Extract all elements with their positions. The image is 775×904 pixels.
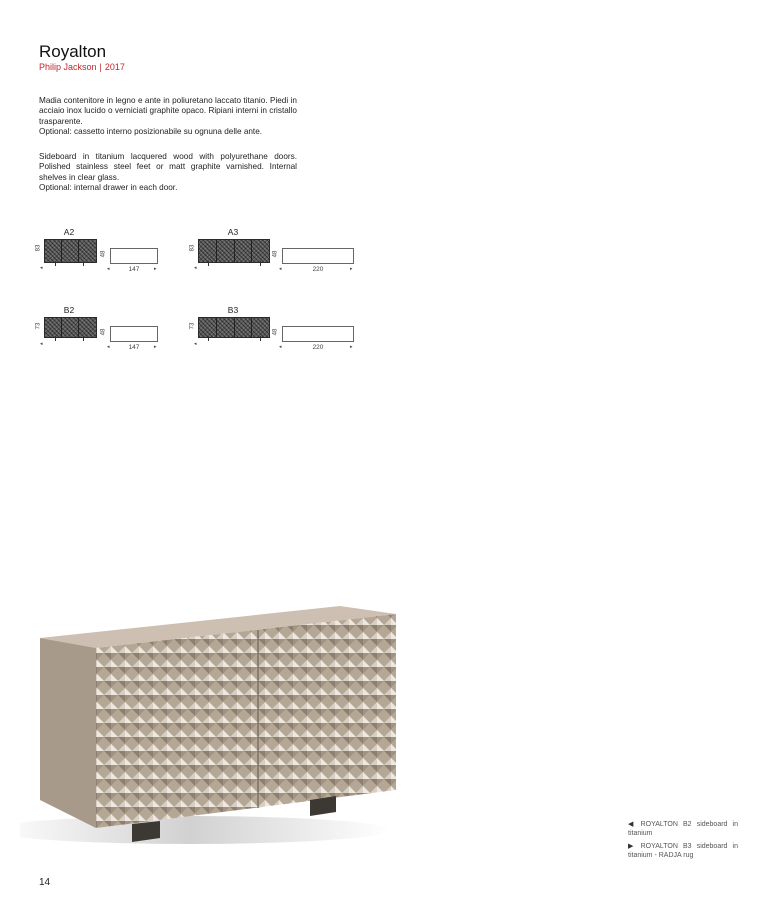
variant-b3: B3 73 48 220 ◂ ◂ ▸	[189, 305, 353, 351]
optional-english-text: Optional: internal drawer in each door.	[39, 183, 178, 193]
top-view-drawing	[110, 326, 158, 342]
designer-name: Philip Jackson	[39, 62, 97, 72]
leg	[208, 261, 209, 266]
height-value: 83	[35, 244, 42, 252]
leg	[260, 336, 261, 341]
subtitle-separator: |	[99, 62, 102, 72]
width-dimension: 147	[128, 266, 140, 273]
top-view-drawing	[110, 248, 158, 264]
depth-value: 48	[272, 328, 279, 336]
leg	[83, 261, 84, 266]
variant-code: A2	[63, 227, 75, 237]
front-view-drawing	[198, 317, 270, 338]
description-english-text: Sideboard in titanium lacquered wood with polyurethane doors. Polished stainless steel feet or matt graphite varnished. Internal shelves in clear glass.	[39, 152, 297, 182]
sideboard-photo	[20, 590, 420, 850]
caption-text: ROYALTON B3 sideboard in titanium - RADJA rug	[628, 843, 738, 859]
depth-value: 48	[100, 328, 107, 336]
variant-a3: A3 83 48 220 ◂ ◂ ▸	[189, 227, 353, 273]
caption-2	[628, 842, 738, 860]
front-view-drawing	[44, 239, 97, 263]
width-dimension: 220	[312, 266, 324, 273]
leg	[55, 261, 56, 266]
optional-italian-text: Optional: cassetto interno posizionabile su ognuna delle ante.	[39, 127, 263, 137]
caption-1	[628, 820, 738, 838]
depth-value: 48	[272, 250, 279, 258]
caption-text: ROYALTON B2 sideboard in titanium	[628, 821, 738, 837]
top-view-drawing	[282, 248, 354, 264]
width-dimension: 147	[128, 344, 140, 351]
depth-dimension	[102, 247, 110, 263]
variant-code: B2	[63, 305, 75, 315]
front-view-drawing	[44, 317, 97, 338]
variant-code: A3	[227, 227, 239, 237]
depth-dimension	[102, 325, 110, 341]
product-title: Royalton	[39, 42, 107, 61]
height-value: 83	[189, 244, 196, 252]
leg	[208, 336, 209, 341]
design-year: 2017	[104, 62, 125, 72]
height-value: 73	[189, 322, 196, 330]
depth-dimension	[274, 247, 282, 263]
description-english	[39, 152, 297, 194]
sideboard-front	[96, 614, 396, 828]
page-number: 14	[39, 877, 51, 888]
width-dimension: 220	[312, 344, 324, 351]
top-view-drawing	[282, 326, 354, 342]
height-value: 73	[35, 322, 42, 330]
description-italian-text: Madia contenitore in legno e ante in poliuretano laccato titanio. Piedi in acciaio inox lucido o verniciati graphite opaco. Ripiani interni in cristallo trasparente.	[39, 96, 297, 126]
description-italian	[39, 96, 297, 138]
sideboard-side	[40, 638, 96, 828]
variant-a2: A2 83 48 147 ◂ ◂ ▸	[35, 227, 157, 273]
depth-value: 48	[100, 250, 107, 258]
leg	[260, 261, 261, 266]
variant-code: B3	[227, 305, 239, 315]
leg	[55, 336, 56, 341]
depth-dimension	[274, 325, 282, 341]
product-subtitle	[39, 62, 125, 72]
floor-shadow	[20, 816, 390, 844]
variant-b2: B2 73 48 147 ◂ ◂ ▸	[35, 305, 157, 351]
arrow-left-icon: ◀	[628, 821, 637, 828]
front-view-drawing	[198, 239, 270, 263]
leg	[83, 336, 84, 341]
arrow-right-icon: ▶	[628, 843, 637, 850]
